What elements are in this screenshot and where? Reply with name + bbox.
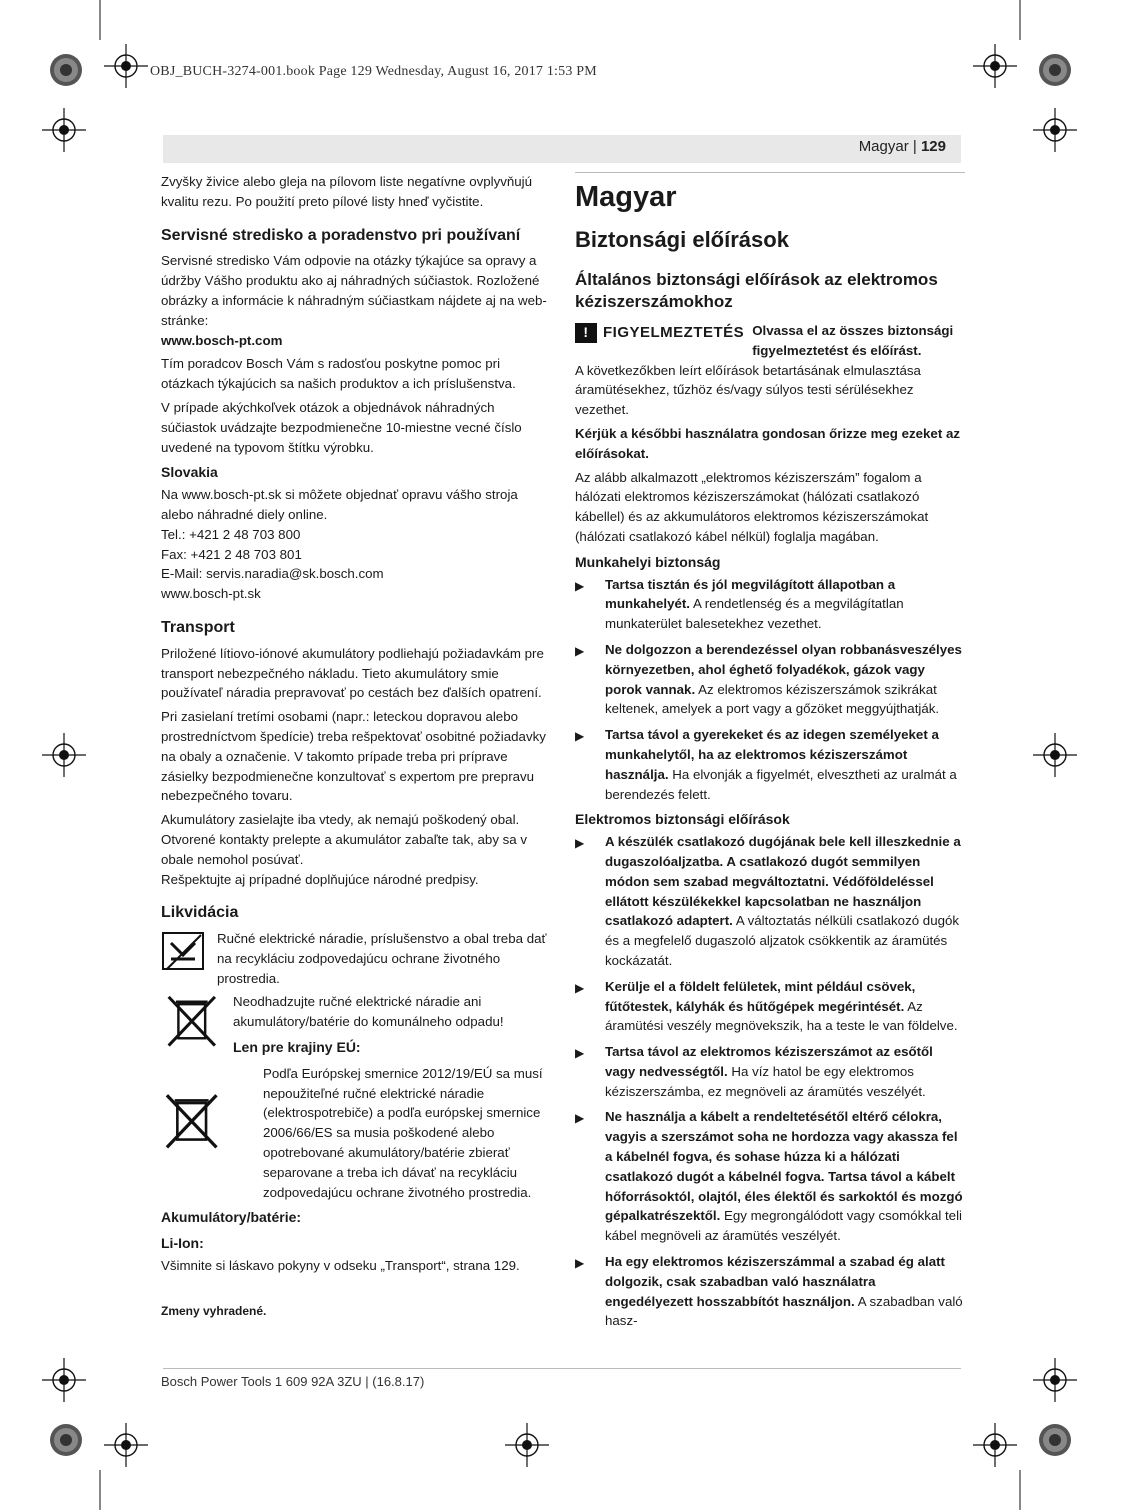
contact-fax: Fax: +421 2 48 703 801 [161,546,302,562]
warning-block [575,321,965,361]
paragraph: Akumulátory zasielajte iba vtedy, ak nemajú poškodený obal. Otvorené kontakty prelepte a akumulátor zabaľte tak, aby sa v obale nemohol posúvať. [161,812,528,867]
paragraph: Servisné stredisko Vám odpovie na otázky týkajúce sa opravy a údržby Vášho produktu ako aj náhradných súčiastok. Rozložené obrázky a informácie k náhradným súčiastkam nájdete aj na web-stránke: [161,253,547,328]
list-item-text [605,832,965,971]
list-item-body: Az áramütési veszély megnövekszik, ha a teste le van földelve. [605,998,958,1034]
eu-block [161,1064,547,1203]
registration-mark-icon [973,44,1017,88]
footer: Bosch Power Tools 1 609 92A 3ZU | (16.8.17) [161,1374,425,1389]
list-item-lead: Tartsa távol az elektromos kéziszerszámot az esőtől vagy nedvességtől. [605,1044,933,1079]
subsection-heading: Akumulátory/batérie: [161,1209,302,1226]
crossed-bin-icon [161,992,225,1048]
paragraph: Pri zasielaní tretími osobami (napr.: leteckou dopravou alebo prostredníctvom špedície) treba rešpektovať osobitné požiadavky na obaly a označenie. V takomto prípade treba pri príprave zásielky bezpodmienečne konzultovať s expertom pre prepravu nebezpečného tovaru. [161,709,546,804]
subsection-heading: Li-Ion: [161,1235,204,1252]
list-item [575,832,965,971]
electric-safety-list [575,832,965,1331]
recycle-block [161,929,547,988]
running-header [859,138,946,155]
subsection-heading: Elektromos biztonsági előírások [575,811,790,828]
subsection-heading: Len pre krajiny EÚ: [233,1039,361,1056]
header-bar [163,135,961,163]
paragraph: Az alább alkalmazott „elektromos kéziszerszám” fogalom a hálózati elektromos kéziszerszámokat (hálózati csatlakozó kábellel) és az akkumulátoros elektromos kéziszerszámokat (hálózati csatlakozó kábel nélkül) foglalja magában. [575,469,929,544]
list-item-body: Egy megrongálódott vagy csomókkal teli kábel megnöveli az áramütés veszélyét. [605,1208,962,1244]
list-item-lead: A készülék csatlakozó dugójának bele kell illeszkednie a dugaszolóaljzatba. A csatlakozó dugót semmilyen módon sem szabad megváltoztatni. Védőföldeléssel ellátott készülékekkel kapcsolatban ne használjon csatlakozó adaptert. [605,834,961,929]
paragraph: Priložené lítiovo-iónové akumulátory podliehajú požiadavkám pre transport nebezpečného nákladu. Tieto akumulátory smie používateľ náradia prepravovať po cestách bez ďalších opatrení. [161,645,544,701]
list-item [575,1107,965,1246]
list-item-body: Ha víz hatol be egy elektromos kéziszerszámba, ez megnöveli az áramütés veszélyét. [605,1063,926,1099]
color-wheel-icon [50,1424,82,1456]
paragraph: Všimnite si láskavo pokyny v odseku „Transport“, strana 129. [161,1258,520,1274]
bullet-arrow-icon: ▶ [575,1046,585,1061]
warning-badge [575,323,744,343]
paragraph: Podľa Európskej smernice 2012/19/EÚ sa musí nepoužiteľné ručné elektrické náradie (elektrospotrebiče) a podľa európskej smernice 2006/66/ES sa musia poškodené alebo opotrebované akumulátory/batérie zbierať separovane a treba ich dávať na recykláciu zodpovedajúcu ochrane životného prostredia. [263,1065,543,1200]
registration-mark-icon [505,1423,549,1467]
link[interactable]: www.bosch-pt.sk [161,586,261,602]
list-item-body: A rendetlenség és a megvilágítatlan munkaterület balesetekhez vezethet. [605,596,904,632]
list-item-body: Ha elvonják a figyelmét, elvesztheti az uralmát a berendezés felett. [605,766,957,802]
paragraph: Ručné elektrické náradie, príslušenstvo a obal treba dať na recykláciu zodpovedajúcu ochrane životného prostredia. [217,931,547,986]
bullet-arrow-icon: ▶ [575,1111,585,1126]
registration-mark-icon [42,1358,86,1402]
list-item-lead: Tartsa tisztán és jól megvilágított állapotban a munkahelyét. [605,576,896,612]
left-column [161,172,547,1322]
disclaimer: Zmeny vyhradené. [161,1303,267,1318]
list-item-body: A változtatás nélküli csatlakozó dugók és a megfelelő dugaszoló aljzatok csökkentik az áramütés kockázatát. [605,913,960,968]
recycle-icon [161,929,209,975]
print-info: OBJ_BUCH-3274-001.book Page 129 Wednesday, August 16, 2017 1:53 PM [150,64,597,79]
page-number: 129 [920,138,946,155]
list-item-text [605,1042,965,1101]
contact-email[interactable]: E-Mail: servis.naradia@sk.bosch.com [161,566,384,582]
header-separator: | [912,138,917,155]
color-wheel-icon [1039,54,1071,86]
list-item [575,1042,965,1101]
warning-lead: Olvassa el az összes biztonsági figyelmeztetést és előírást. [752,323,954,358]
registration-mark-icon [1033,1358,1077,1402]
paragraph: Neodhadzujte ručné elektrické náradie ani akumulátory/batérie do komunálneho odpadu! [233,994,504,1030]
list-item-text [605,1107,965,1246]
list-item [575,640,965,719]
list-item-lead: Kerülje el a földelt felületek, mint például csövek, fűtőtestek, kályhák és hűtőgépek megérintését. [605,978,916,1014]
list-item-lead: Ne használja a kábelt a rendeltetésétől eltérő célokra, vagyis a szerszámot soha ne hordozza vagy akassza fel a kábelnél fogva, és sohase húzza ki a hálózati csatlakozó dugót a kábelnél fogva. Tartsa távol a kábelt hőforrásoktól, olajtól, éles élektől és sarkoktól és mozgó gépalkatrészektől. [605,1109,963,1224]
warning-triangle-icon: ! [575,323,597,343]
footer-rule [163,1368,961,1369]
paragraph: Tím poradcov Bosch Vám s radosťou poskytne pomoc pri otázkach týkajúcich sa našich produktov a ich príslušenstva. [161,356,516,392]
bullet-arrow-icon: ▶ [575,643,585,658]
registration-mark-icon [973,1423,1017,1467]
registration-mark-icon [42,733,86,777]
bullet-arrow-icon: ▶ [575,980,585,995]
subsection-heading: Slovakia [161,464,218,481]
list-item-text [605,977,965,1036]
subsection-heading: Munkahelyi biztonság [575,553,721,570]
warning-label: FIGYELMEZTETÉS [603,324,745,342]
crossed-bin-icon [161,1090,225,1150]
list-item-text [605,725,965,804]
list-item-lead: Ha egy elektromos kéziszerszámmal a szabad ég alatt dolgozik, csak szabadban való használatra engedélyezett hosszabbítót használjon. [605,1254,945,1309]
list-item [575,575,965,634]
waste-block [161,992,547,1059]
section-heading: Servisné stredisko a poradenstvo pri používaní [161,226,521,244]
list-item-lead: Tartsa távol a gyerekeket és az idegen személyeket a munkahelytől, ha az elektromos kéziszerszámot használja. [605,727,939,782]
color-wheel-icon [1039,1424,1071,1456]
header-language: Magyar [858,138,909,155]
list-item-text [605,575,965,634]
paragraph: A következőkben leírt előírások betartásának elmulasztása áramütésekhez, tűzhöz és/vagy súlyos testi sérülésekhez vezethet. [575,362,921,418]
work-safety-list [575,575,965,805]
registration-mark-icon [104,1423,148,1467]
paragraph: Zvyšky živice alebo gleja na pílovom liste negatívne ovplyvňujú kvalitu rezu. Po použití preto pílové listy hneď vyčistite. [161,174,533,209]
divider [575,172,965,173]
link[interactable]: www.bosch-pt.com [161,332,283,348]
registration-mark-icon [104,44,148,88]
section-title: Általános biztonsági előírások az elektromos kéziszerszámokhoz [575,270,938,311]
list-item-text [605,1252,965,1331]
section-heading: Transport [161,618,235,636]
paragraph: Kérjük a későbbi használatra gondosan őrizze meg ezeket az előírásokat. [575,425,960,461]
paragraph: Na www.bosch-pt.sk si môžete objednať opravu vášho stroja alebo náhradné diely online. [161,487,518,522]
color-wheel-icon [50,54,82,86]
registration-mark-icon [42,108,86,152]
paragraph: Rešpektujte aj prípadné doplňujúce národné predpisy. [161,871,479,887]
page-title: Magyar [575,181,677,213]
section-heading: Likvidácia [161,904,239,922]
list-item-body: Az elektromos kéziszerszámok szikrákat keltenek, amelyek a port vagy a gőzöket meggyújthatják. [605,681,940,717]
list-item-text [605,640,965,719]
chapter-title: Biztonsági előírások [575,227,789,252]
registration-mark-icon [1033,733,1077,777]
list-item [575,725,965,804]
list-item [575,977,965,1036]
bullet-arrow-icon: ▶ [575,578,585,593]
paragraph: V prípade akýchkoľvek otázok a objednávok náhradných súčiastok uvádzajte bezpodmienečne 10-miestne vecné číslo uvedené na typovom štítku výrobku. [161,399,522,455]
list-item-body: A szabadban való hasz- [605,1293,963,1329]
registration-mark-icon [1033,108,1077,152]
bullet-arrow-icon: ▶ [575,836,585,851]
bullet-arrow-icon: ▶ [575,729,585,744]
contact-tel: Tel.: +421 2 48 703 800 [161,526,301,542]
right-column [575,172,965,1337]
list-item [575,1252,965,1331]
bullet-arrow-icon: ▶ [575,1256,585,1271]
list-item-lead: Ne dolgozzon a berendezéssel olyan robbanásveszélyes környezetben, ahol éghető folyadékok, gázok vagy porok vannak. [605,641,962,697]
